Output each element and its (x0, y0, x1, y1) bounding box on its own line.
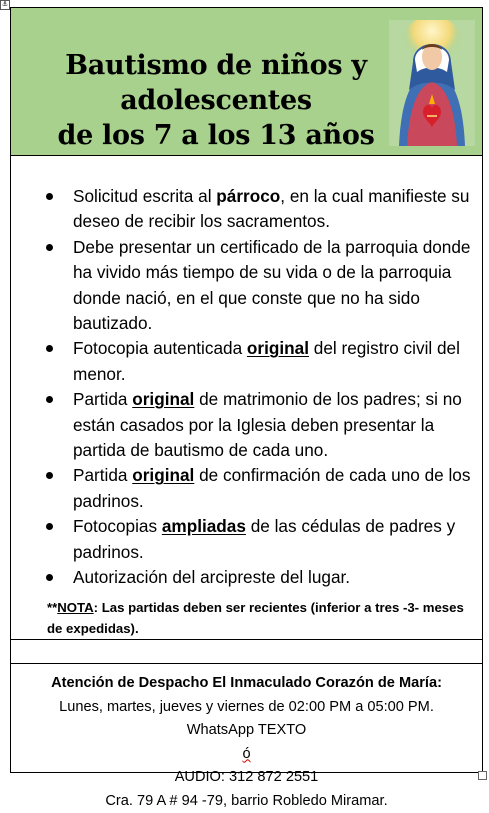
document-table (10, 7, 483, 773)
list-item: Partida original de confirmación de cada uno de los padrinos. (43, 463, 477, 514)
empty-row (11, 640, 482, 664)
list-item: Debe presentar un certificado de la parroquia donde ha vivido más tiempo de su vida o de la parroquia donde nació, en el que conste que no ha sido bautizado. (43, 235, 477, 337)
office-address: Cra. 79 A # 94 -79, barrio Robledo Miramar. (11, 790, 482, 813)
header-cell (11, 8, 482, 156)
title-line-3: de los 7 a los 13 años (31, 118, 401, 153)
office-hours: Lunes, martes, jueves y viernes de 02:00 PM a 05:00 PM. (11, 696, 482, 720)
spellcheck-word[interactable]: ó (11, 743, 482, 767)
office-contact: WhatsApp TEXTO ó AUDIO: 312 872 2551 (11, 719, 482, 790)
office-info (11, 664, 482, 772)
list-item: Solicitud escrita al párroco, en la cual manifieste su deseo de recibir los sacramentos. (43, 184, 477, 235)
list-item: Fotocopia autenticada original del registro civil del menor. (43, 336, 477, 387)
title-line-1: Bautismo de niños y (31, 48, 401, 83)
list-item: Autorización del arcipreste del lugar. (43, 565, 477, 590)
office-title: Atención de Despacho El Inmaculado Corazón de María: (11, 672, 482, 696)
anchor-icon[interactable]: ⚓ (0, 0, 10, 10)
requirements-cell (11, 156, 482, 640)
sacred-heart-of-mary-icon[interactable] (389, 20, 475, 146)
note-text: **NOTA: Las partidas deben ser recientes (inferior a tres -3- meses de expedidas). (47, 597, 479, 639)
page-title (31, 48, 401, 153)
list-item: Fotocopias ampliadas de las cédulas de padres y padrinos. (43, 514, 477, 565)
title-line-2: adolescentes (31, 83, 401, 118)
resize-handle[interactable] (478, 771, 487, 780)
list-item: Partida original de matrimonio de los padres; si no están casados por la Iglesia deben presentar la partida de bautismo de cada uno. (43, 387, 477, 463)
requirements-list (43, 184, 477, 591)
